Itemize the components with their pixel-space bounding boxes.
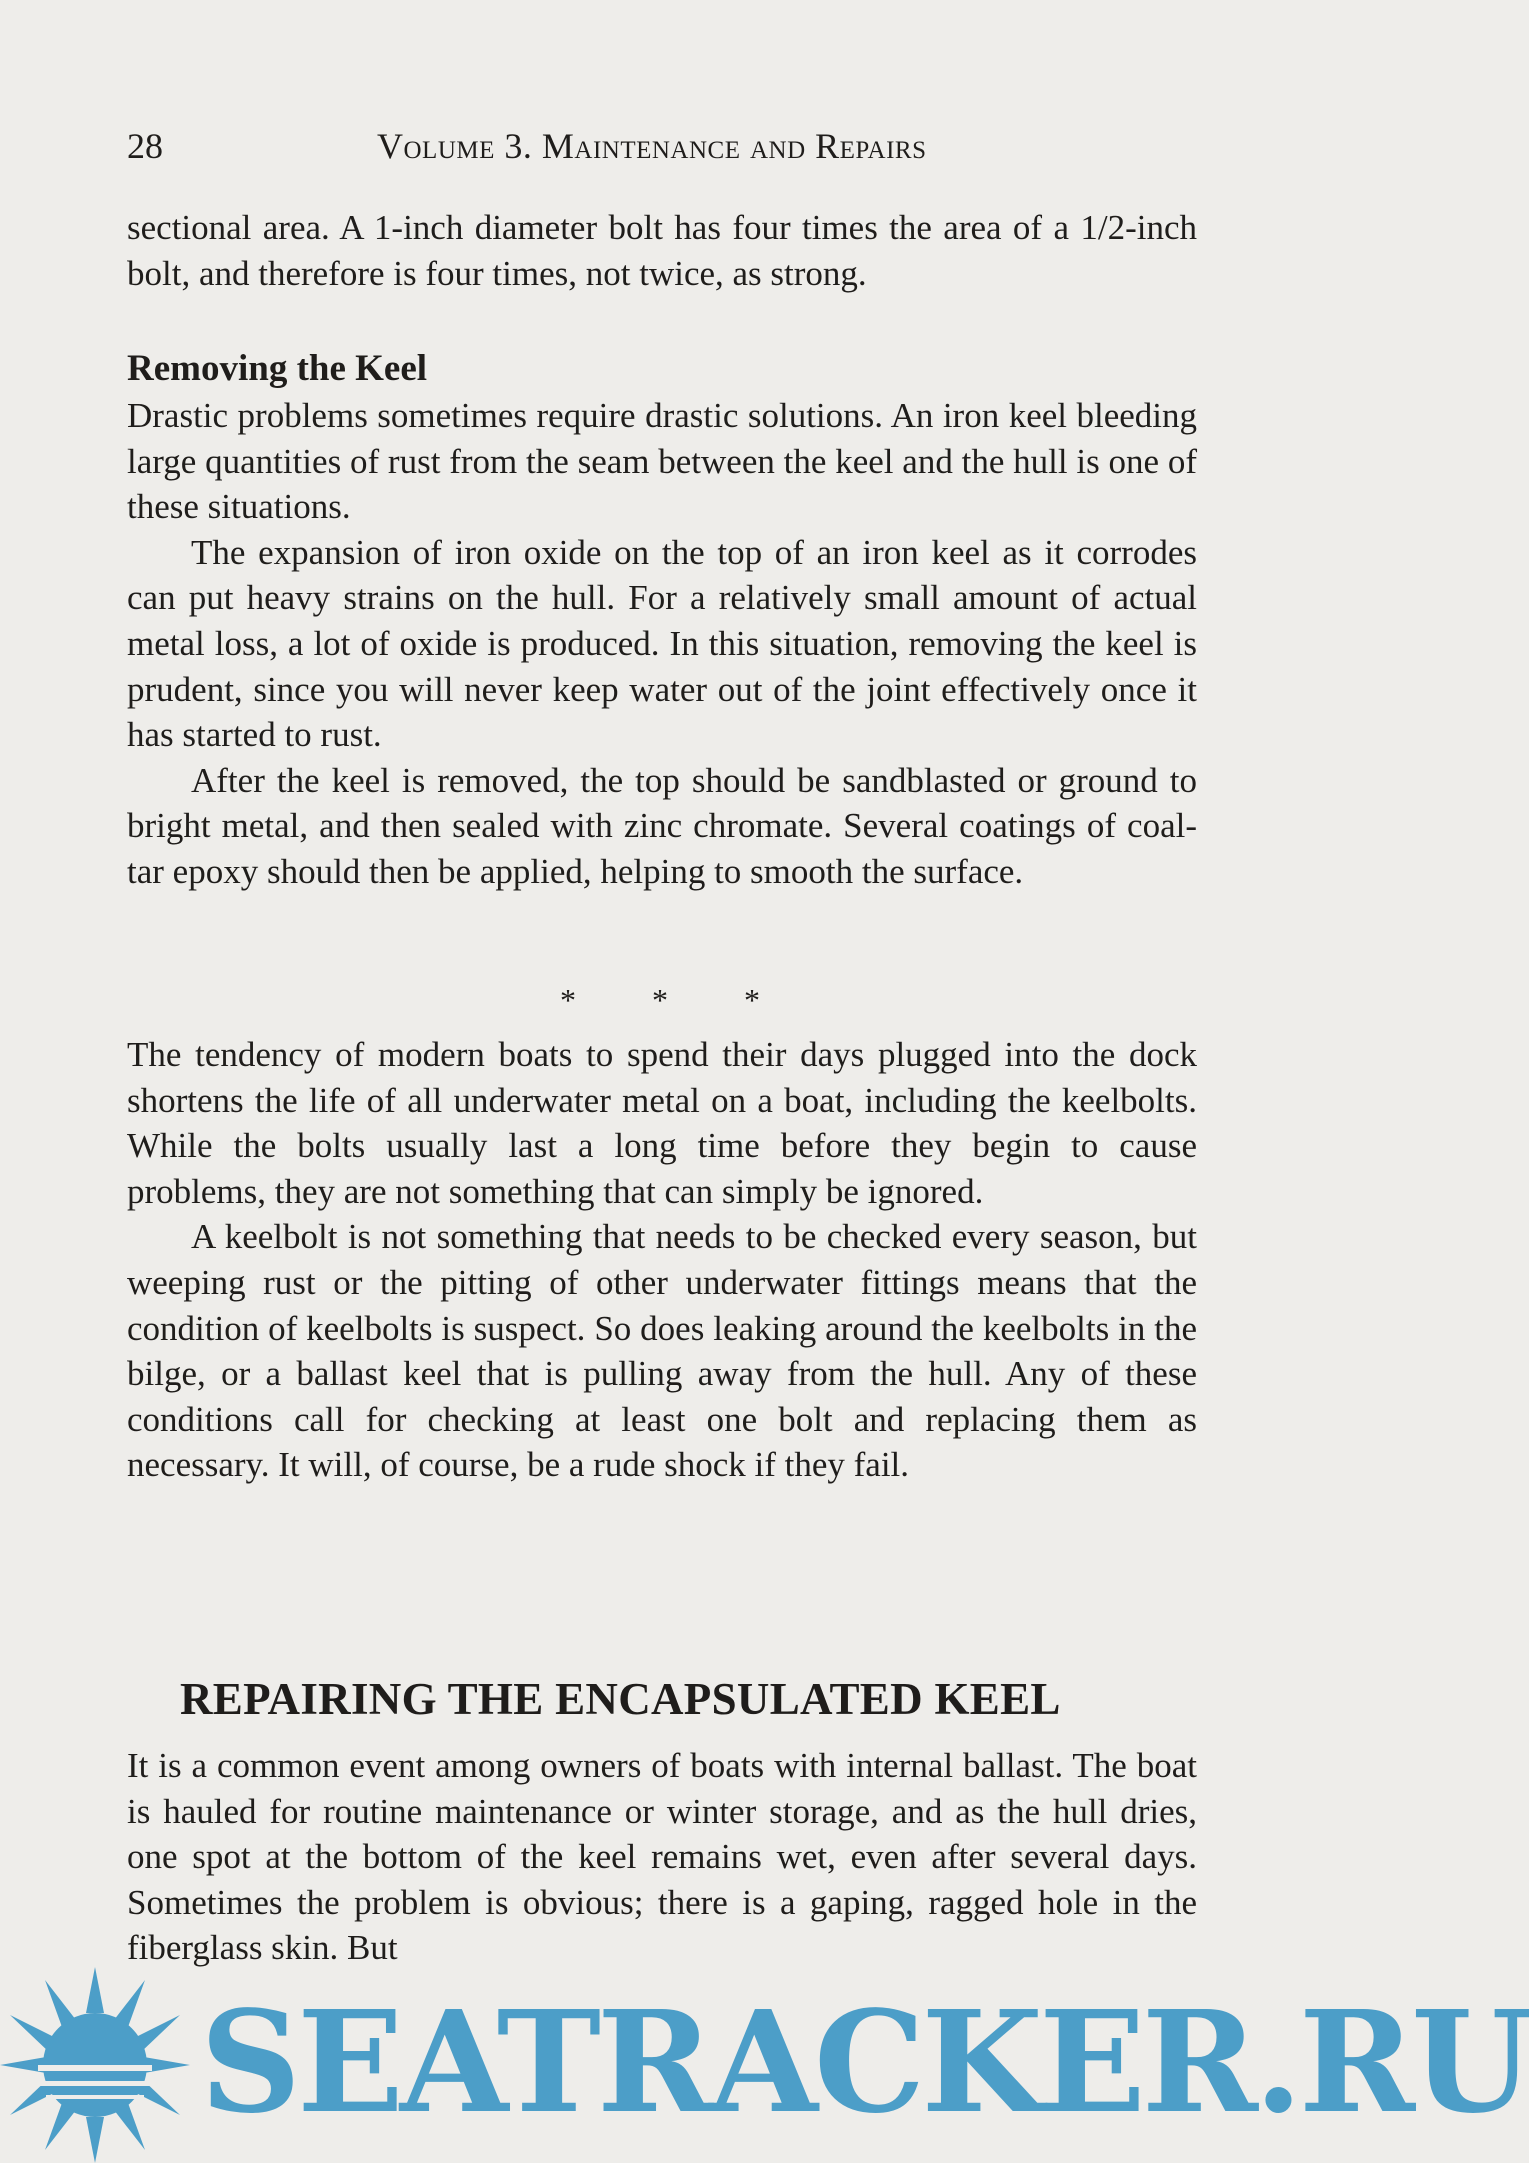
- watermark-text: SEATRACKER.RU: [200, 1981, 1529, 2145]
- section-heading-encapsulated-keel: REPAIRING THE ENCAPSULATED KEEL: [180, 1674, 1061, 1724]
- keelbolts-section: [127, 1032, 1197, 1488]
- paragraph: After the keel is removed, the top should be sandblasted or ground to bright metal, and then sealed with zinc chromate. Several coatings of coal-tar epoxy should then be applied, helping to smooth the surface.: [127, 760, 1197, 891]
- asterisk: *: [560, 982, 576, 1018]
- paragraph: Drastic problems sometimes require drastic solutions. An iron keel bleeding large quantities of rust from the seam between the keel and the hull is one of these situations.: [127, 396, 1197, 527]
- page-number: 28: [127, 126, 163, 166]
- encapsulated-keel-section: [127, 1743, 1197, 1971]
- sun-burst-icon: [0, 1965, 200, 2163]
- paragraph: It is a common event among owners of boats with internal ballast. The boat is hauled for routine maintenance or winter storage, and as the hull dries, one spot at the bottom of the keel remains wet, even after several days. Sometimes the problem is obvious; there is a gaping, ragged hole in the fiberglass skin. But: [127, 1746, 1197, 1968]
- subheading-removing-keel: Removing the Keel: [127, 348, 428, 389]
- paragraph: The expansion of iron oxide on the top of an iron keel as it corrodes can put heavy strains on the hull. For a relatively small amount of actual metal loss, a lot of oxide is produced. In this situation, removing the keel is prudent, since you will never keep water out of the joint effectively once it has started to rust.: [127, 532, 1197, 755]
- asterisk: *: [652, 982, 668, 1018]
- intro-paragraph: sectional area. A 1-inch diameter bolt has four times the area of a 1/2-inch bolt, and therefore is four times, not twice, as strong.: [127, 208, 1197, 293]
- asterisk: *: [744, 982, 760, 1018]
- intro-text: [127, 205, 1197, 296]
- paragraph: The tendency of modern boats to spend their days plugged into the dock shortens the life of all underwater metal on a boat, including the keelbolts. While the bolts usually last a long time before they begin to cause problems, they are not something that can simply be ignored.: [127, 1035, 1197, 1211]
- watermark: [0, 1965, 1529, 2163]
- running-head-title: Volume 3. Maintenance and Repairs: [377, 126, 927, 166]
- running-head: [127, 122, 1197, 170]
- section-break: [560, 980, 760, 1020]
- removing-keel-section: [127, 393, 1197, 895]
- paragraph: A keelbolt is not something that needs to be checked every season, but weeping rust or the pitting of other underwater fittings means that the condition of keelbolts is suspect. So does leaking around the keelbolts in the bilge, or a ballast keel that is pulling away from the hull. Any of these conditions call for checking at least one bolt and replacing them as necessary. It will, of course, be a rude shock if they fail.: [127, 1217, 1197, 1485]
